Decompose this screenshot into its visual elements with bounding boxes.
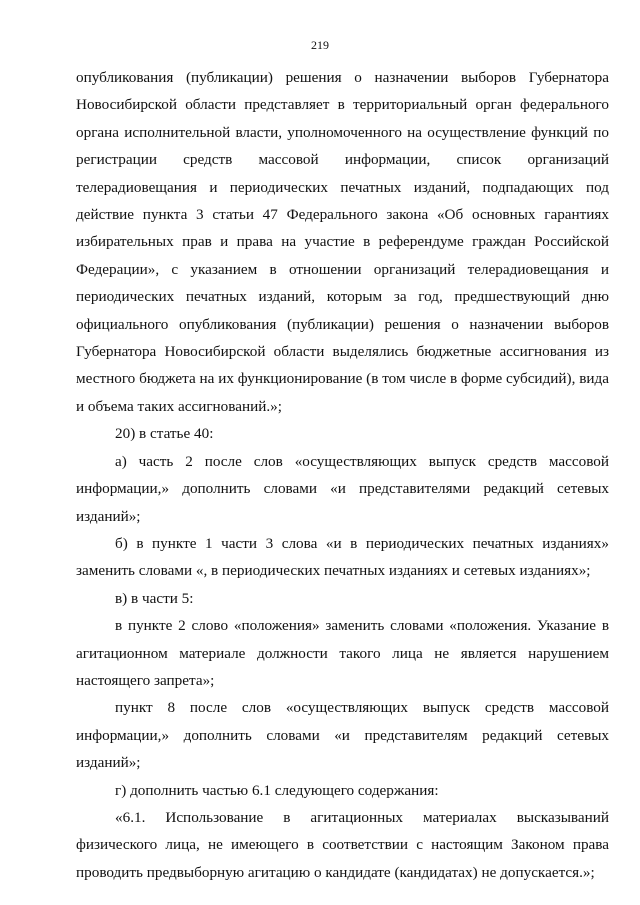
page-number: 219 — [311, 38, 329, 52]
paragraph-item-20: 20) в статье 40: — [115, 425, 214, 443]
paragraph-point-2: в пункте 2 слово «положения» заменить словами «положения. Указание в агитационном материале должности такого лица не является нарушением настоящего запрета»; — [76, 617, 609, 689]
document-body — [76, 64, 609, 886]
paragraph-subitem-a: а) часть 2 после слов «осуществляющих выпуск средств массовой информации,» дополнить словами «и представителями редакций сетевых изданий»; — [76, 452, 609, 525]
paragraph-subitem-g: г) дополнить частью 6.1 следующего содержания: — [115, 781, 439, 799]
paragraph-subitem-b: б) в пункте 1 части 3 слова «и в периодических печатных изданиях» заменить словами «, в периодических печатных изданиях и сетевых изданиях»; — [76, 534, 609, 580]
paragraph-point-8: пункт 8 после слов «осуществляющих выпуск средств массовой информации,» дополнить словами «и представителям редакций сетевых изданий»; — [76, 699, 609, 772]
paragraph-continuation: опубликования (публикации) решения о назначении выборов Губернатора Новосибирской области представляет в территориальный орган федерального органа исполнительной власти, уполномоченного на осуществление функций по регистрации средств массовой информации, список организаций телерадиовещания и периодических печатных изданий, подпадающих под действие пункта 3 статьи 47 Федерального закона «Об основных гарантиях избирательных прав и права на участие в референдуме граждан Российской Федерации», с указанием в отношении организаций телерадиовещания и периодических печатных изданий, которым за год, предшествующий дню официального опубликования (публикации) решения о назначении выборов Губернатора Новосибирской области выделялись бюджетные ассигнования из местного бюджета на их функционирование (в том числе в форме субсидий), вида и объема таких ассигнований.»; — [76, 69, 609, 415]
paragraph-subitem-v: в) в части 5: — [115, 589, 194, 607]
paragraph-part-6-1: «6.1. Использование в агитационных материалах высказываний физического лица, не имеющего в соответствии с настоящим Законом права проводить предвыборную агитацию о кандидате (кандидатах) не допускается.»; — [76, 808, 609, 881]
